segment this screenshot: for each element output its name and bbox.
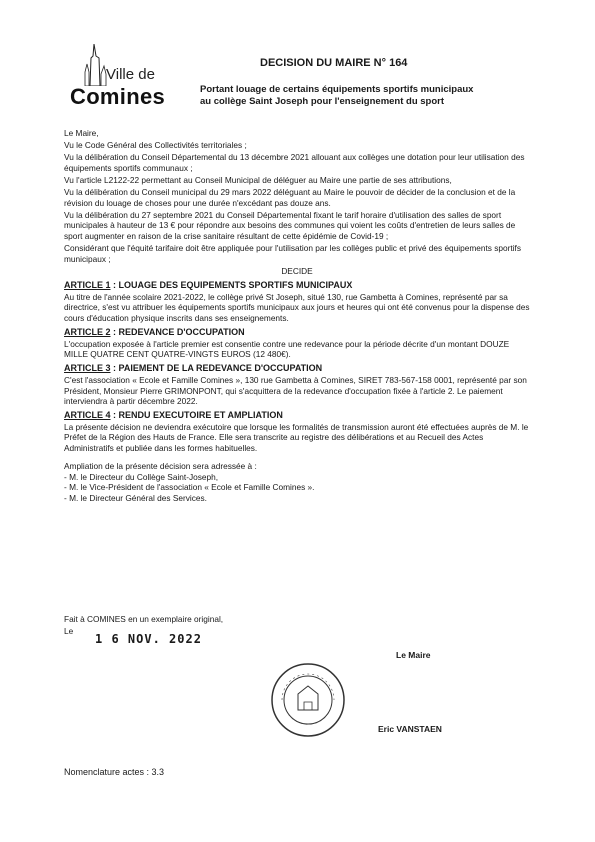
article-heading: [64, 410, 530, 421]
maire-label: Le Maire: [396, 650, 431, 660]
subtitle-line-2: au collège Saint Joseph pour l'enseignement du sport: [200, 96, 445, 107]
article-heading: [64, 363, 530, 374]
article-number: ARTICLE 3: [64, 362, 111, 373]
article-title: : REDEVANCE D'OCCUPATION: [110, 326, 245, 337]
article-number: ARTICLE 4: [64, 409, 111, 420]
nomenclature: Nomenclature actes : 3.3: [64, 767, 165, 777]
article-heading: [64, 327, 530, 338]
subtitle-line-1: Portant louage de certains équipements sportifs municipaux: [200, 84, 474, 95]
decision-title: DECISION DU MAIRE N° 164: [260, 57, 408, 69]
decision-body: [64, 128, 530, 504]
ampliation-item: - M. le Vice-Président de l'association « Ecole et Famille Comines ».: [64, 482, 315, 493]
logo-line2: Comines: [70, 84, 166, 109]
article-title: : LOUAGE DES EQUIPEMENTS SPORTIFS MUNICIPAUX: [110, 279, 353, 290]
decide-heading: DECIDE: [281, 266, 313, 277]
ampliation-item: - M. le Directeur du Collège Saint-Joseph,: [64, 471, 219, 482]
article-number: ARTICLE 2: [64, 326, 111, 337]
logo-line1: Ville de: [106, 66, 155, 83]
date-stamp: 1 6 NOV. 2022: [95, 632, 202, 646]
article-number: ARTICLE 1: [64, 279, 111, 290]
town-hall-seal: [268, 660, 348, 740]
article-text: La présente décision ne deviendra exécutoire que lorsque les formalités de transmission auront été effectuées auprès de M. le Préfet de la Région des Hauts de France. Elle sera transcrite au registre des délibérations et au Recueil des Actes Administratifs et publiée dans les formes habituelles.: [64, 421, 529, 454]
ampliation-item: - M. le Directeur Général des Services.: [64, 492, 207, 503]
article-text: Au titre de l'année scolaire 2021-2022, le collège privé St Joseph, situé 130, rue Gambetta à Comines, représenté par sa directrice, s'est vu attribuer les équipements sportifs municipaux aux jours et heures qui ont été convenus pour la dispense des cours d'éducation physique inscrits dans ses enseignements.: [64, 291, 530, 323]
article-title: : RENDU EXECUTOIRE ET AMPLIATION: [110, 409, 283, 420]
preamble-line: Vu la délibération du Conseil municipal du 29 mars 2022 déléguant au Maire le pouvoir de décider de la conclusion et de la révision du louage de choses pour une durée n'excédant pas douze ans.: [64, 186, 516, 208]
preamble-line: Vu l'article L2122-22 permettant au Conseil Municipal de déléguer au Maire une partie de ses attributions,: [64, 174, 452, 185]
preamble-line: Vu le Code Général des Collectivités territoriales ;: [64, 140, 247, 151]
le-label: Le: [64, 626, 74, 636]
article-heading: [64, 280, 530, 291]
preamble-line: Considérant que l'équité tarifaire doit être appliquée pour l'utilisation par les collèges public et privé des équipements sportifs municipaux ;: [64, 242, 521, 264]
preamble-line: Vu la délibération du Conseil Départemental du 13 décembre 2021 allouant aux collèges une dotation pour leur utilisation des équipements sportifs communaux ;: [64, 152, 525, 173]
signer-name: Eric VANSTAEN: [378, 724, 442, 734]
ampliation-list: [64, 461, 530, 503]
decision-subtitle: [200, 84, 540, 108]
fait-line: Fait à COMINES en un exemplaire original,: [64, 614, 224, 624]
ampliation-intro: Ampliation de la présente décision sera adressée à :: [64, 461, 257, 472]
article-title: : PAIEMENT DE LA REDEVANCE D'OCCUPATION: [110, 362, 323, 373]
city-logo: [70, 44, 180, 116]
article-text: L'occupation exposée à l'article premier est consentie contre une redevance pour la période décrite d'un montant DOUZE MILLE QUATRE CENT QUATRE-VINGTS EUROS (12 480€).: [64, 338, 510, 360]
article-text: C'est l'association « Ecole et Famille Comines », 130 rue Gambetta à Comines, SIRET 783-567-158 0001, représenté par son Président, Monsieur Pierre GRIMONPONT, qui s'acquittera de la redevance d'occupation fixée à l'article 2. Le paiement interviendra à partir décembre 2022.: [64, 374, 527, 407]
preamble-line: Le Maire,: [64, 128, 99, 138]
preamble-line: Vu la délibération du 27 septembre 2021 du Conseil Départemental fixant le tarif horaire d'utilisation des salles de sport municipales à hauteur de 13 € pour répondre aux besoins des communes qui voient les coûts d'entretien de leurs salles de sport augmenter en raison de la crise sanitaire résultant de cette épidémie de Covid-19 ;: [64, 209, 516, 241]
